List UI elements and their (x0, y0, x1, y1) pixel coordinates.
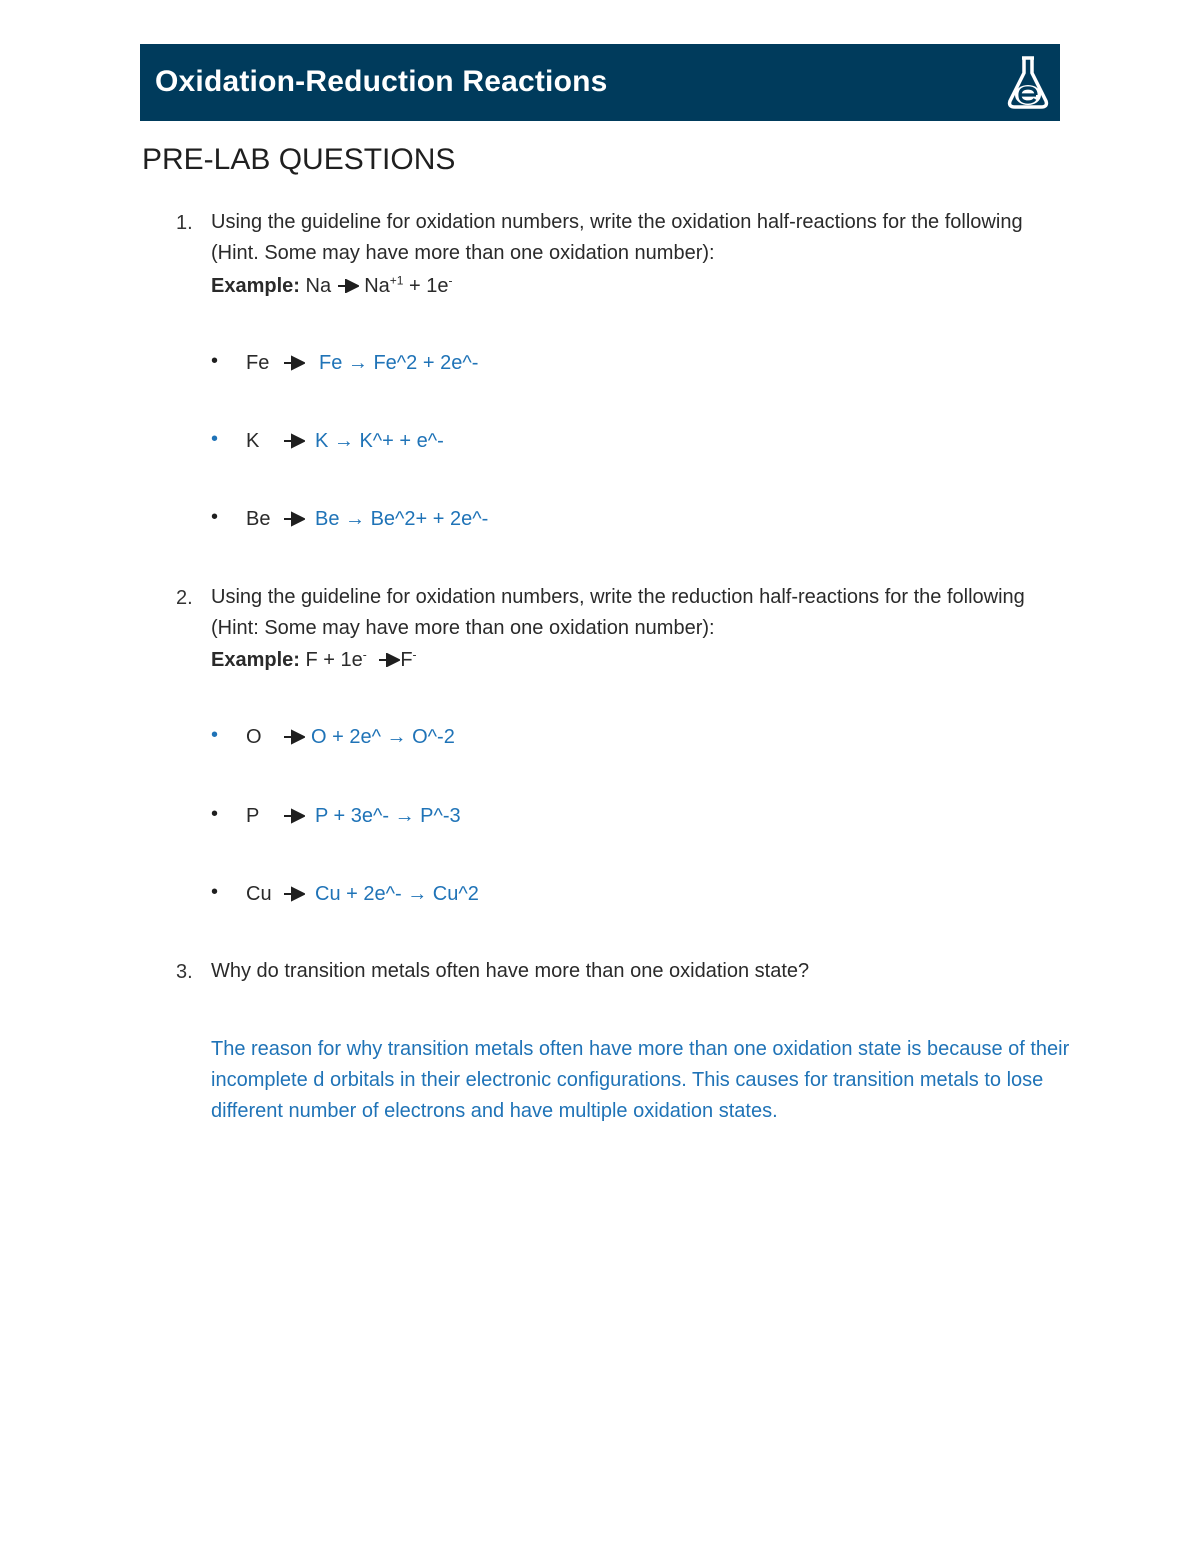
bullet-icon: • (211, 881, 219, 903)
arrow-icon (283, 433, 305, 449)
question-number: 3. (176, 961, 193, 983)
element-label: P (246, 805, 260, 827)
bullet-icon: • (211, 428, 219, 450)
document-title: Oxidation-Reduction Reactions (155, 65, 608, 98)
question-text: Why do transition metals often have more than one oxidation state? (211, 960, 810, 982)
bullet-icon: • (211, 506, 219, 528)
answer-text: K → K^+ + e^- (315, 430, 444, 452)
arrow-icon (283, 511, 305, 527)
example-reactant: Na (305, 275, 332, 297)
question-number: 1. (176, 212, 193, 234)
bullet-icon: • (211, 724, 219, 746)
example-line (211, 275, 453, 298)
question-text: Using the guideline for oxidation numbers, write the oxidation half-reactions for the following (Hint. Some may have more than one oxidation number): (211, 211, 1023, 264)
example-label: Example: (211, 275, 300, 297)
example-electron-charge: - (448, 273, 453, 288)
header-banner (140, 44, 1060, 121)
element-label: K (246, 430, 260, 452)
example-label: Example: (211, 649, 300, 671)
example-product: Na (364, 275, 390, 297)
element-label: Cu (246, 883, 272, 905)
example-product: F (400, 649, 413, 671)
example-electron-charge: - (362, 647, 367, 662)
flask-e-logo-icon (1005, 55, 1051, 111)
arrow-icon (283, 729, 305, 745)
arrow-icon (283, 886, 305, 902)
example-charge: - (412, 647, 417, 662)
element-label: O (246, 726, 262, 748)
question-text: Using the guideline for oxidation numbers, write the reduction half-reactions for the following (Hint: Some may have more than one oxidation number): (211, 586, 1025, 639)
answer-text: O + 2e^ → O^-2 (311, 726, 455, 748)
answer-text: Cu + 2e^- → Cu^2 (315, 883, 479, 905)
arrow-icon (378, 653, 400, 667)
answer-paragraph: The reason for why transition metals often have more than one oxidation state is because of their incomplete d orbitals in their electronic configurations. This causes for transition metals to lose different number of electrons and have multiple oxidation states. (211, 1038, 1070, 1122)
answer-text: Fe → Fe^2 + 2e^- (319, 352, 479, 374)
answer-text: P + 3e^- → P^-3 (315, 805, 461, 827)
example-line (211, 649, 417, 672)
bullet-icon: • (211, 350, 219, 372)
question-number: 2. (176, 587, 193, 609)
example-reactant: F + 1e (305, 649, 363, 671)
element-label: Be (246, 508, 271, 530)
bullet-icon: • (211, 803, 219, 825)
arrow-icon (283, 808, 305, 824)
answer-text: Be → Be^2+ + 2e^- (315, 508, 489, 530)
example-charge: +1 (389, 273, 404, 288)
example-electrons: + 1e (409, 275, 449, 297)
section-title: PRE-LAB QUESTIONS (142, 143, 456, 176)
element-label: Fe (246, 352, 270, 374)
arrow-icon (337, 279, 359, 293)
arrow-icon (283, 355, 305, 371)
